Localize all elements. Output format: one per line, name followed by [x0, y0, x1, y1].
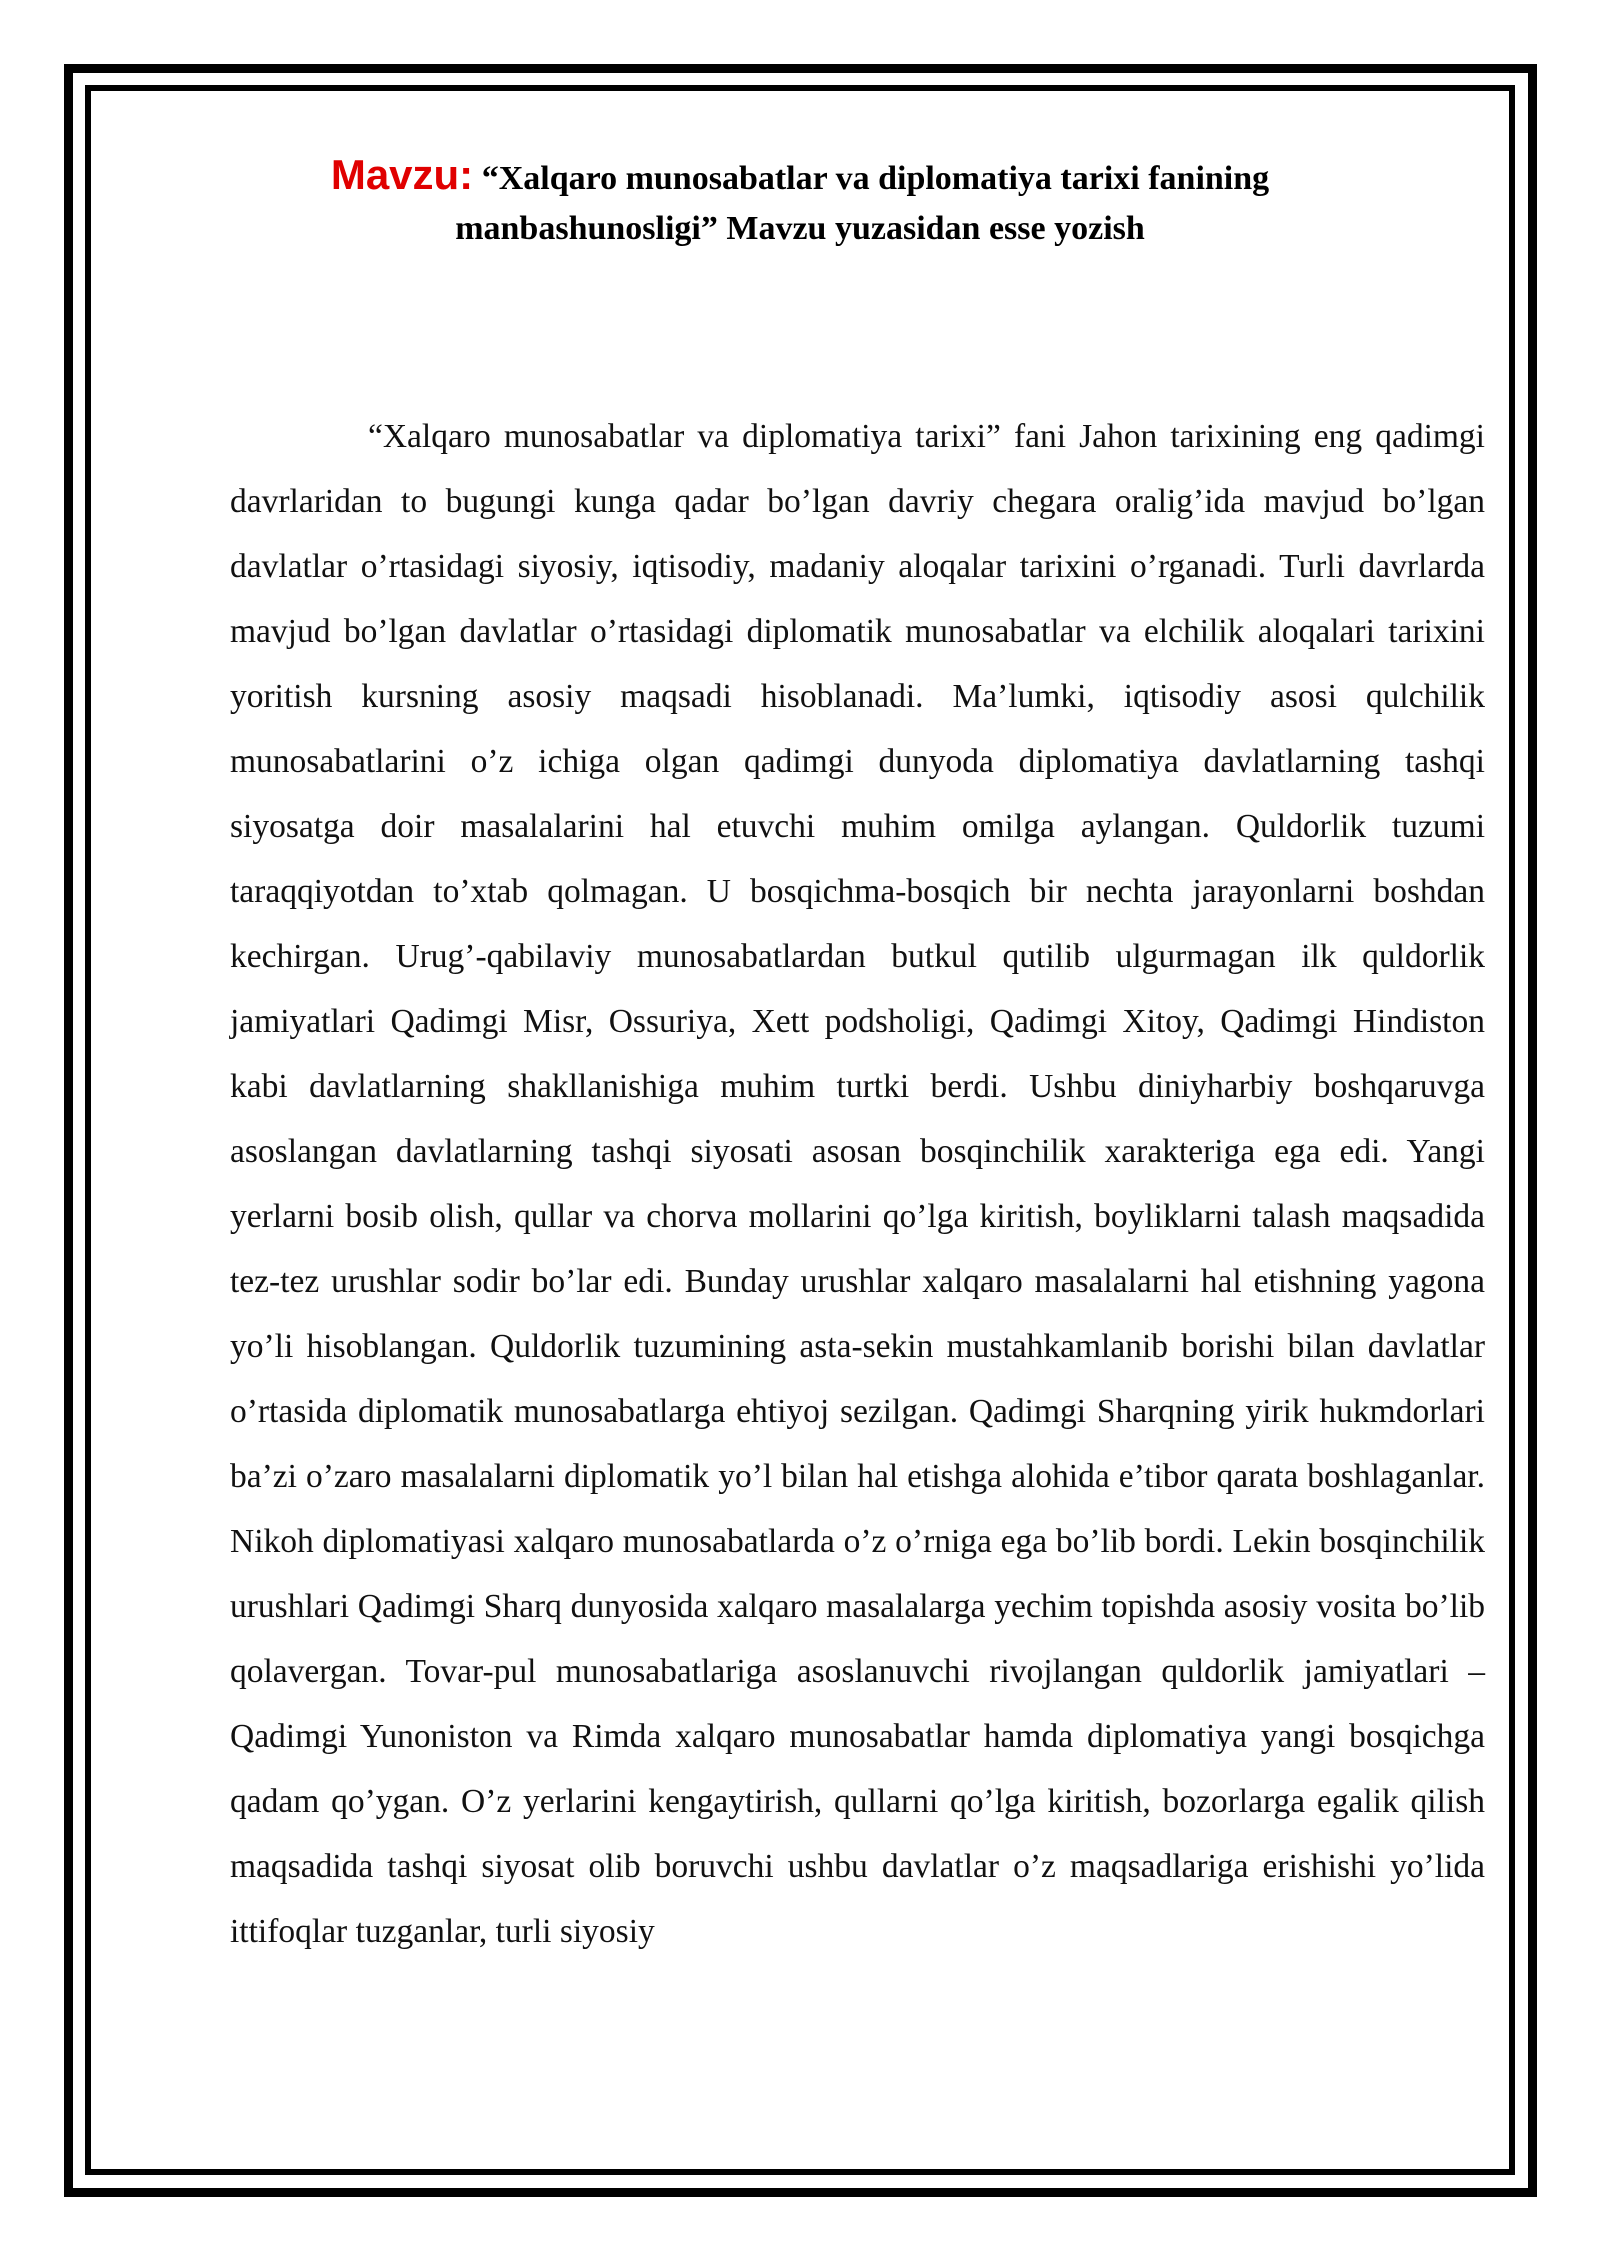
title-line-1: “Xalqaro munosabatlar va diplomatiya tarixi fanining	[481, 160, 1270, 197]
title-label: Mavzu:	[330, 151, 474, 198]
document-title	[100, 150, 1500, 254]
body-paragraph: “Xalqaro munosabatlar va diplomatiya tarixi” fani Jahon tarixining eng qadimgi davrlaridan to bugungi kunga qadar bo’lgan davriy chegara oralig’ida mavjud bo’lgan davlatlar o’rtasidagi siyosiy, iqtisodiy, madaniy aloqalar tarixini o’rganadi. Turli davrlarda mavjud bo’lgan davlatlar o’rtasidagi diplomatik munosabatlar va elchilik aloqalari tarixini yoritish kursning asosiy maqsadi hisoblanadi. Ma’lumki, iqtisodiy asosi qulchilik munosabatlarini o’z ichiga olgan qadimgi dunyoda diplomatiya davlatlarning tashqi siyosatga doir masalalarini hal etuvchi muhim omilga aylangan. Quldorlik tuzumi taraqqiyotdan to’xtab qolmagan. U bosqichma-bosqich bir nechta jarayonlarni boshdan kechirgan. Urug’-qabilaviy munosabatlardan butkul qutilib ulgurmagan ilk quldorlik jamiyatlari Qadimgi Misr, Ossuriya, Xett podsholigi, Qadimgi Xitoy, Qadimgi Hindiston kabi davlatlarning shakllanishiga muhim turtki berdi. Ushbu diniyharbiy boshqaruvga asoslangan davlatlarning tashqi siyosati asosan bosqinchilik xarakteriga ega edi. Yangi yerlarni bosib olish, qullar va chorva mollarini qo’lga kiritish, boyliklarni talash maqsadida tez-tez urushlar sodir bo’lar edi. Bunday urushlar xalqaro masalalarni hal etishning yagona yo’li hisoblangan. Quldorlik tuzumining asta-sekin mustahkamlanib borishi bilan davlatlar o’rtasida diplomatik munosabatlarga ehtiyoj sezilgan. Qadimgi Sharqning yirik hukmdorlari ba’zi o’zaro masalalarni diplomatik yo’l bilan hal etishga alohida e’tibor qarata boshlaganlar. Nikoh diplomatiyasi xalqaro munosabatlarda o’z o’rniga ega bo’lib bordi. Lekin bosqinchilik urushlari Qadimgi Sharq dunyosida xalqaro masalalarga yechim topishda asosiy vosita bo’lib qolavergan. Tovar-pul munosabatlariga asoslanuvchi rivojlangan quldorlik jamiyatlari – Qadimgi Yunoniston va Rimda xalqaro munosabatlar hamda diplomatiya yangi bosqichga qadam qo’ygan. O’z yerlarini kengaytirish, qullarni qo’lga kiritish, bozorlarga egalik qilish maqsadida tashqi siyosat olib boruvchi ushbu davlatlar o’z maqsadlariga erishishi yo’lida ittifoqlar tuzganlar, turli siyosiy	[230, 418, 1485, 1950]
title-line-2: manbashunosligi” Mavzu yuzasidan esse yozish	[455, 210, 1145, 247]
